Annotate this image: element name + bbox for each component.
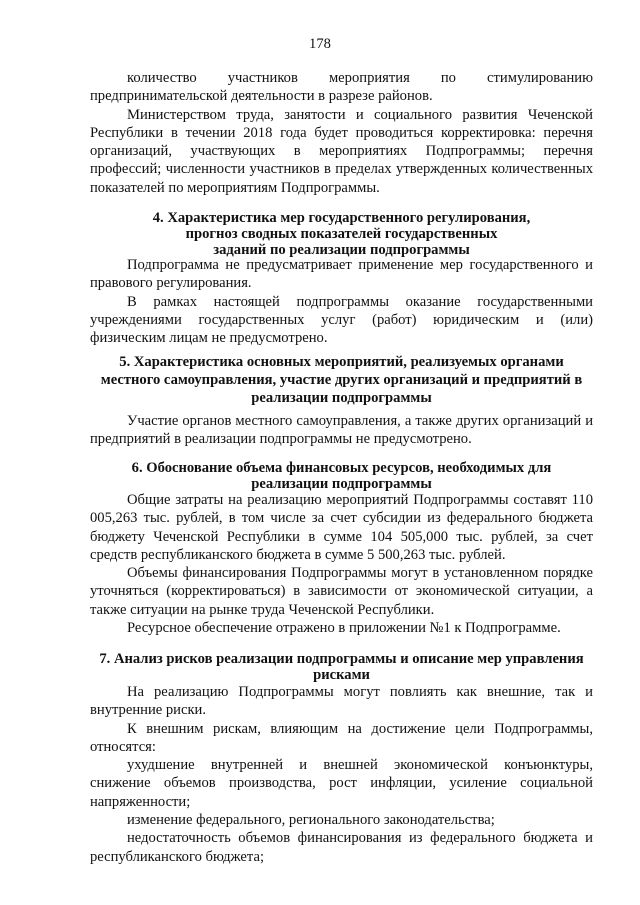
section-7-heading-line-2: рисками [313, 667, 370, 683]
section-6-heading-line-2: реализации подпрограммы [251, 476, 432, 492]
section-4-heading-line-1: 4. Характеристика мер государственного регулирования, [152, 210, 531, 226]
section-7-paragraph-1: На реализацию Подпрограммы могут повлиять как внешние, так и внутренние риски. [90, 684, 593, 719]
section-6-heading-line-1: 6. Обоснование объема финансовых ресурсов, необходимых для [131, 460, 552, 476]
section-6-body [90, 491, 593, 637]
section-5-heading-line-1: 5. Характеристика основных мероприятий, реализуемых органами [119, 354, 564, 370]
page-number: 178 [309, 36, 331, 52]
section-4-paragraph-1: Подпрограмма не предусматривает применение мер государственного и правового регулирования. [90, 257, 593, 292]
intro-block [90, 69, 593, 197]
section-6-paragraph-3: Ресурсное обеспечение отражено в приложении №1 к Подпрограмме. [127, 620, 561, 637]
section-6-heading [90, 460, 593, 492]
section-7-heading [90, 651, 593, 683]
section-6-paragraph-2: Объемы финансирования Подпрограммы могут в установленном порядке уточняться (корректироваться) в зависимости от экономической ситуации, а также ситуации на рынке труда Чеченской Республики. [90, 565, 593, 618]
section-7-paragraph-5: недостаточность объемов финансирования из федерального бюджета и республиканского бюджета; [90, 830, 593, 865]
section-4-heading [90, 210, 593, 258]
section-7-paragraph-3: ухудшение внутренней и внешней экономической конъюнктуры, снижение объемов производства, рост инфляции, усиление социальной напряженности; [90, 757, 593, 810]
section-5-heading [90, 353, 593, 407]
section-4-heading-line-2: прогноз сводных показателей государственных [185, 226, 498, 242]
intro-paragraph-2: Министерством труда, занятости и социального развития Чеченской Республики в течении 2018 года будет проводиться корректировка: перечня организаций, участвующих в мероприятиях Подпрограммы; перечня профессий; численности участников в пределах утвержденных количественных показателей по мероприятиям Подпрограммы. [90, 106, 593, 196]
section-7-heading-line-1: 7. Анализ рисков реализации подпрограммы и описание мер управления [99, 651, 584, 667]
section-7-paragraph-4: изменение федерального, регионального законодательства; [127, 812, 495, 829]
section-6-paragraph-1: Общие затраты на реализацию мероприятий Подпрограммы составят 110 005,263 тыс. рублей, в том числе за счет субсидии из федерального бюджета бюджету Чеченской Республики в сумме 104 505,000 тыс. рублей, за счет средств республиканского бюджета в сумме 5 500,263 тыс. рублей. [90, 492, 593, 563]
section-7-paragraph-2: К внешним рискам, влияющим на достижение цели Подпрограммы, относятся: [90, 720, 593, 755]
section-5-body [90, 412, 593, 449]
section-4-paragraph-2: В рамках настоящей подпрограммы оказание государственными учреждениями государственных услуг (работ) юридическим и (или) физическим лицам не предусмотрено. [90, 293, 593, 347]
section-5-heading-line-2: местного самоуправления, участие других организаций и предприятий в [100, 372, 583, 388]
section-5-paragraph-1: Участие органов местного самоуправления, а также других организаций и предприятий в реализации подпрограммы не предусмотрено. [90, 413, 593, 448]
intro-paragraph-1: количество участников мероприятия по стимулированию предпринимательской деятельности в разрезе районов. [90, 70, 593, 105]
section-4-body [90, 256, 593, 347]
section-7-body [90, 683, 593, 866]
section-5-heading-line-3: реализации подпрограммы [251, 390, 432, 406]
section-4-heading-line-3: заданий по реализации подпрограммы [213, 242, 470, 258]
